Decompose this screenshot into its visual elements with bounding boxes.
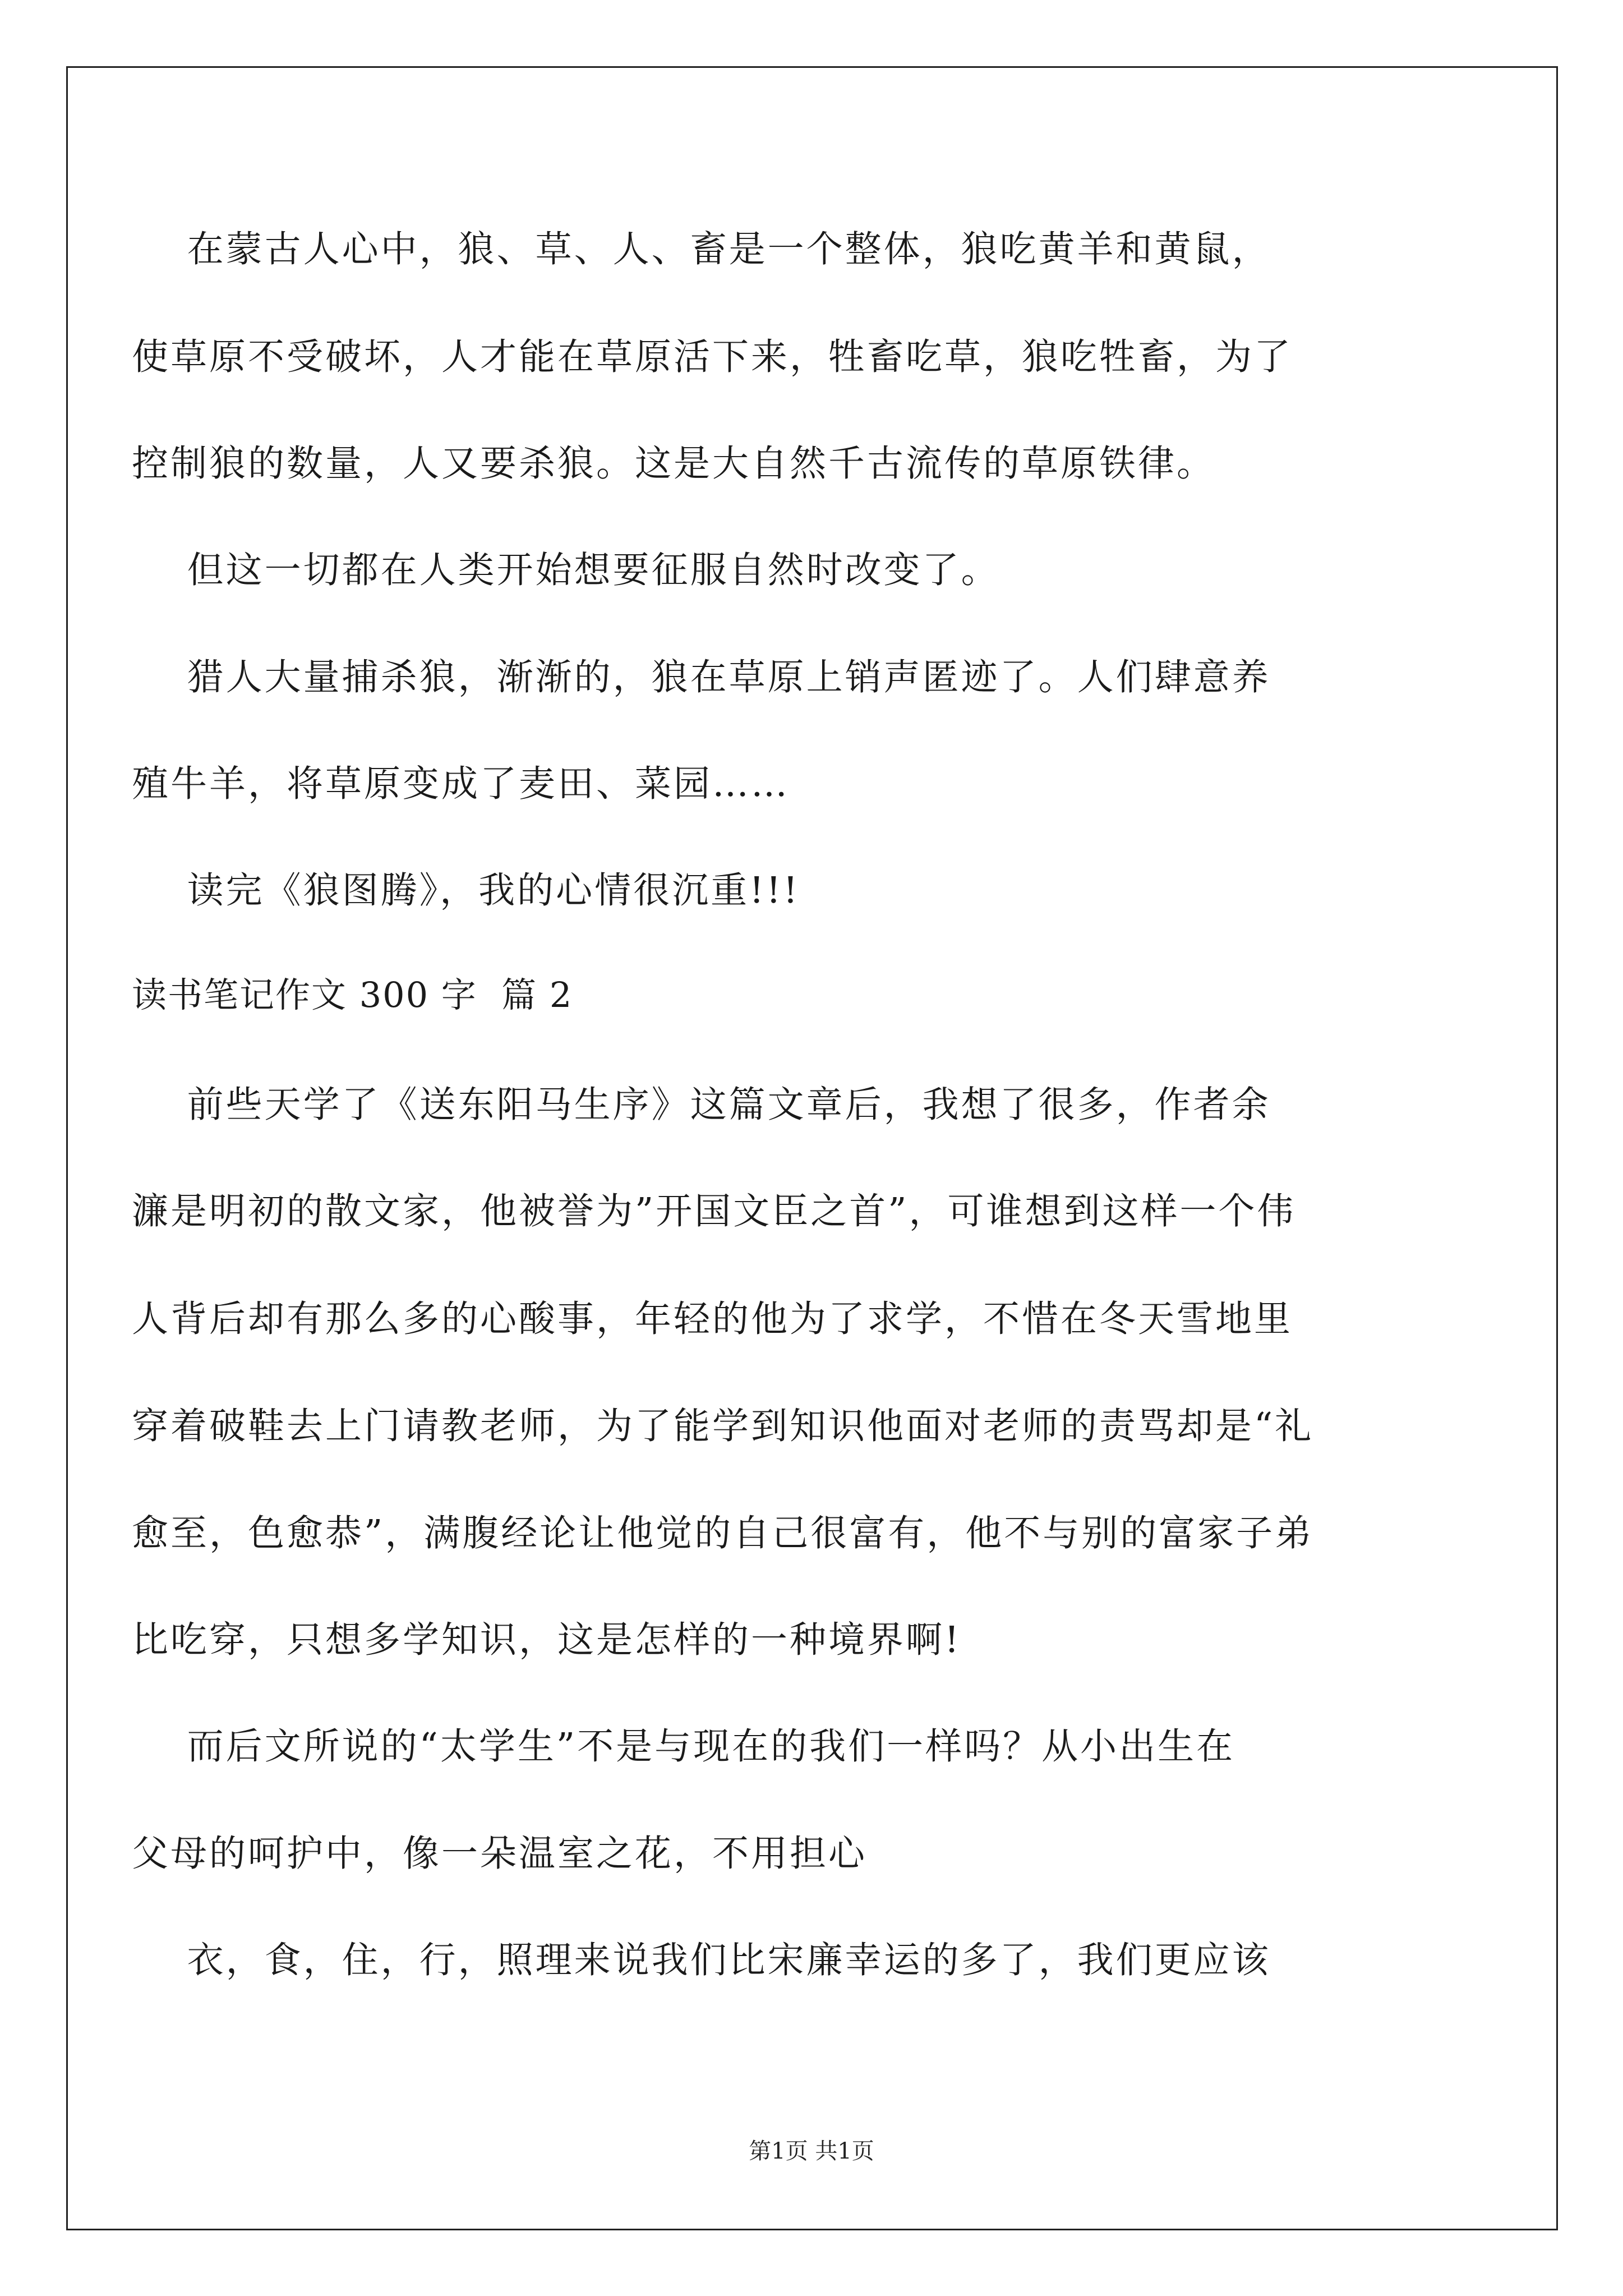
paragraph-line: 殖牛羊，将草原变成了麦田、菜园…… bbox=[132, 763, 790, 805]
paragraph-line: 而后文所说的“太学生”不是与现在的我们一样吗？从小出生在 bbox=[132, 1726, 1235, 1768]
paragraph-line: 控制狼的数量，人又要杀狼。这是大自然千古流传的草原铁律。 bbox=[132, 443, 1216, 485]
paragraph-line: 愈至，色愈恭”，满腹经论让他觉的自己很富有，他不与别的富家子弟 bbox=[132, 1512, 1314, 1554]
section-heading: 读书笔记作文 300 字 篇 2 bbox=[132, 974, 573, 1015]
paragraph-line: 父母的呵护中，像一朵温室之花，不用担心 bbox=[132, 1833, 868, 1875]
page-border bbox=[66, 66, 1558, 2230]
paragraph-line: 穿着破鞋去上门请教老师，为了能学到知识他面对老师的责骂却是“礼 bbox=[132, 1405, 1314, 1447]
paragraph-line: 濂是明初的散文家，他被誉为”开国文臣之首”，可谁想到这样一个伟 bbox=[132, 1190, 1296, 1232]
paragraph-line: 猎人大量捕杀狼，渐渐的，狼在草原上销声匿迹了。人们肆意养 bbox=[132, 656, 1271, 698]
paragraph-line: 人背后却有那么多的心酸事，年轻的他为了求学，不惜在冬天雪地里 bbox=[132, 1298, 1293, 1340]
paragraph-line: 比吃穿，只想多学知识，这是怎样的一种境界啊! bbox=[132, 1619, 962, 1661]
paragraph-line: 读完《狼图腾》，我的心情很沉重!!! bbox=[132, 869, 800, 912]
paragraph-line: 前些天学了《送东阳马生序》这篇文章后，我想了很多，作者余 bbox=[132, 1084, 1271, 1126]
paragraph-line: 衣，食，住，行，照理来说我们比宋廉幸运的多了，我们更应该 bbox=[132, 1939, 1271, 1981]
page-footer: 第1页 共1页 bbox=[749, 2138, 874, 2164]
paragraph-line: 在蒙古人心中，狼、草、人、畜是一个整体，狼吃黄羊和黄鼠， bbox=[132, 228, 1271, 270]
paragraph-line: 使草原不受破坏，人才能在草原活下来，牲畜吃草，狼吃牲畜，为了 bbox=[132, 336, 1293, 378]
paragraph-line: 但这一切都在人类开始想要征服自然时改变了。 bbox=[132, 549, 1000, 591]
